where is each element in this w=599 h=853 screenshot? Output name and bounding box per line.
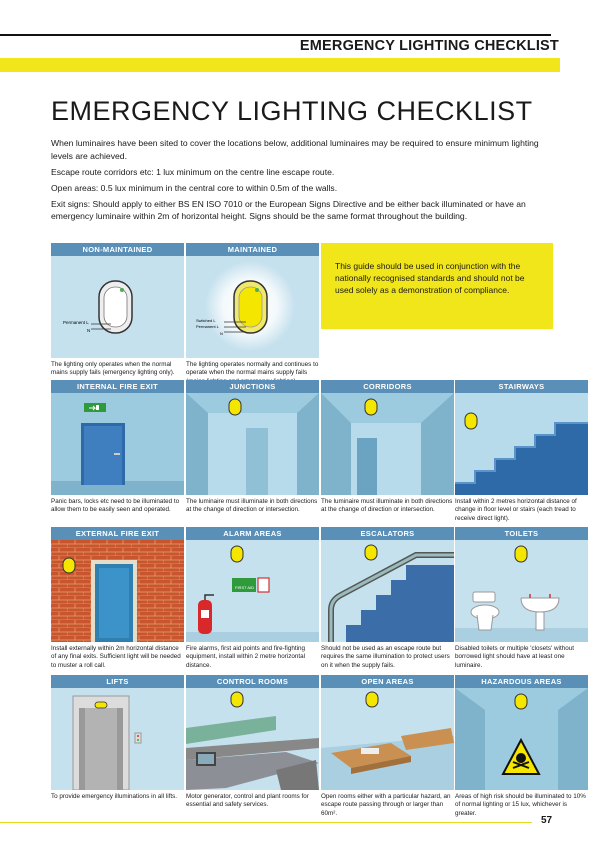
card-label: HAZARDOUS AREAS <box>455 675 588 688</box>
art-label: FIRST AID <box>235 585 255 590</box>
card-caption: Fire alarms, first aid points and fire-fighting equipment, install within 2 metre horizontal distance. <box>186 645 306 669</box>
intro-paragraph: Open areas: 0.5 lux minimum in the central core to within 0.5m of the walls. <box>51 182 338 193</box>
junctions-illustration <box>186 393 319 495</box>
card-label: MAINTAINED <box>186 243 319 256</box>
stairways-illustration <box>455 393 588 495</box>
card-caption: Motor generator, control and plant rooms for essential and safety services. <box>186 793 309 809</box>
art-label: Permanent L <box>196 324 219 329</box>
intro-text <box>51 137 551 226</box>
card-control-rooms <box>186 675 319 810</box>
card-label: JUNCTIONS <box>186 380 319 393</box>
card-maintained <box>186 243 319 386</box>
card-label: CORRIDORS <box>321 380 454 393</box>
card-label: STAIRWAYS <box>455 380 588 393</box>
intro-paragraph: When luminaires have been sited to cover the locations below, additional luminaires may be required to ensure minimum lighting levels are achieved. <box>51 138 539 161</box>
compliance-note: This guide should be used in conjunction with the nationally recognised standards and should not be used solely as a demonstration of compliance. <box>335 261 525 295</box>
card-caption: Panic bars, locks etc need to be illuminated to allow them to be easily seen and operated. <box>51 498 180 514</box>
card-label: ESCALATORS <box>321 527 454 540</box>
card-label: INTERNAL FIRE EXIT <box>51 380 184 393</box>
footer-rule <box>0 822 532 823</box>
card-open-areas <box>321 675 454 818</box>
card-label: NON-MAINTAINED <box>51 243 184 256</box>
card-caption: The luminaire must illuminate in both directions at the change of direction or intersection. <box>321 498 453 514</box>
toilets-illustration <box>455 540 588 642</box>
card-hazardous-areas <box>455 675 588 818</box>
card-label: OPEN AREAS <box>321 675 454 688</box>
card-caption: Open rooms either with a particular hazard, an escape route passing through or larger than 60m². <box>321 793 451 817</box>
art-label: N <box>220 331 223 336</box>
card-caption: Install externally within 2m horizontal distance of any final exits. Sufficient light will be needed to muster a roll call. <box>51 645 181 669</box>
card-label: EXTERNAL FIRE EXIT <box>51 527 184 540</box>
card-escalators <box>321 527 454 670</box>
external-fire-exit-illustration <box>51 540 184 642</box>
card-caption: Install within 2 metres horizontal distance of change in floor level or stairs (each tread to receive direct light). <box>455 498 577 522</box>
card-label: CONTROL ROOMS <box>186 675 319 688</box>
hazardous-areas-illustration <box>455 688 588 790</box>
non-maintained-illustration <box>51 256 184 358</box>
corridors-illustration <box>321 393 454 495</box>
art-label: N <box>87 328 91 333</box>
open-areas-illustration <box>321 688 454 790</box>
card-label: ALARM AREAS <box>186 527 319 540</box>
card-alarm-areas <box>186 527 319 670</box>
card-stairways <box>455 380 588 523</box>
intro-paragraph: Escape route corridors etc: 1 lux minimum on the centre line escape route. <box>51 166 335 177</box>
card-label: TOILETS <box>455 527 588 540</box>
card-caption: Areas of high risk should be illuminated to 10% of normal lighting or 15 lux, whichever is greater. <box>455 793 586 817</box>
card-caption: Disabled toilets or multiple 'closets' without borrowed light should have at least one luminaire. <box>455 645 574 669</box>
running-title: EMERGENCY LIGHTING CHECKLIST <box>299 38 559 54</box>
header-yellow-band <box>0 58 560 72</box>
card-internal-fire-exit <box>51 380 184 515</box>
maintained-illustration <box>186 256 319 358</box>
internal-fire-exit-illustration <box>51 393 184 495</box>
card-toilets <box>455 527 588 670</box>
card-junctions <box>186 380 319 515</box>
card-caption: The lighting operates normally and continues to operate when the normal mains supply fails <box>186 361 319 377</box>
art-label: Switched L <box>196 318 216 323</box>
card-label: LIFTS <box>51 675 184 688</box>
art-label: Permanent L <box>63 320 89 325</box>
lifts-illustration <box>51 688 184 790</box>
escalators-illustration <box>321 540 454 642</box>
card-lifts <box>51 675 184 801</box>
card-corridors <box>321 380 454 515</box>
page-title: EMERGENCY LIGHTING CHECKLIST <box>51 96 533 126</box>
intro-paragraph: Exit signs: Should apply to either BS EN ISO 7010 or the European Signs Directive and be either back illuminated or have an emergency luminaire within 2m of horizontal height. Signs should be the same format throughout the building. <box>51 198 526 222</box>
card-caption: The luminaire must illuminate in both directions at the change of direction or intersection. <box>186 498 318 514</box>
card-caption: To provide emergency illuminations in all lifts. <box>51 793 177 800</box>
card-non-maintained <box>51 243 184 378</box>
compliance-note-box <box>321 243 553 329</box>
alarm-areas-illustration <box>186 540 319 642</box>
control-rooms-illustration <box>186 688 319 790</box>
card-external-fire-exit <box>51 527 184 670</box>
header-rule <box>0 34 551 36</box>
page-number: 57 <box>541 815 553 826</box>
card-caption: The lighting only operates when the normal mains supply fails (emergency lighting only). <box>51 361 175 377</box>
card-caption: Should not be used as an escape route but requires the same illumination to protect users on it when the supply fails. <box>321 645 450 669</box>
